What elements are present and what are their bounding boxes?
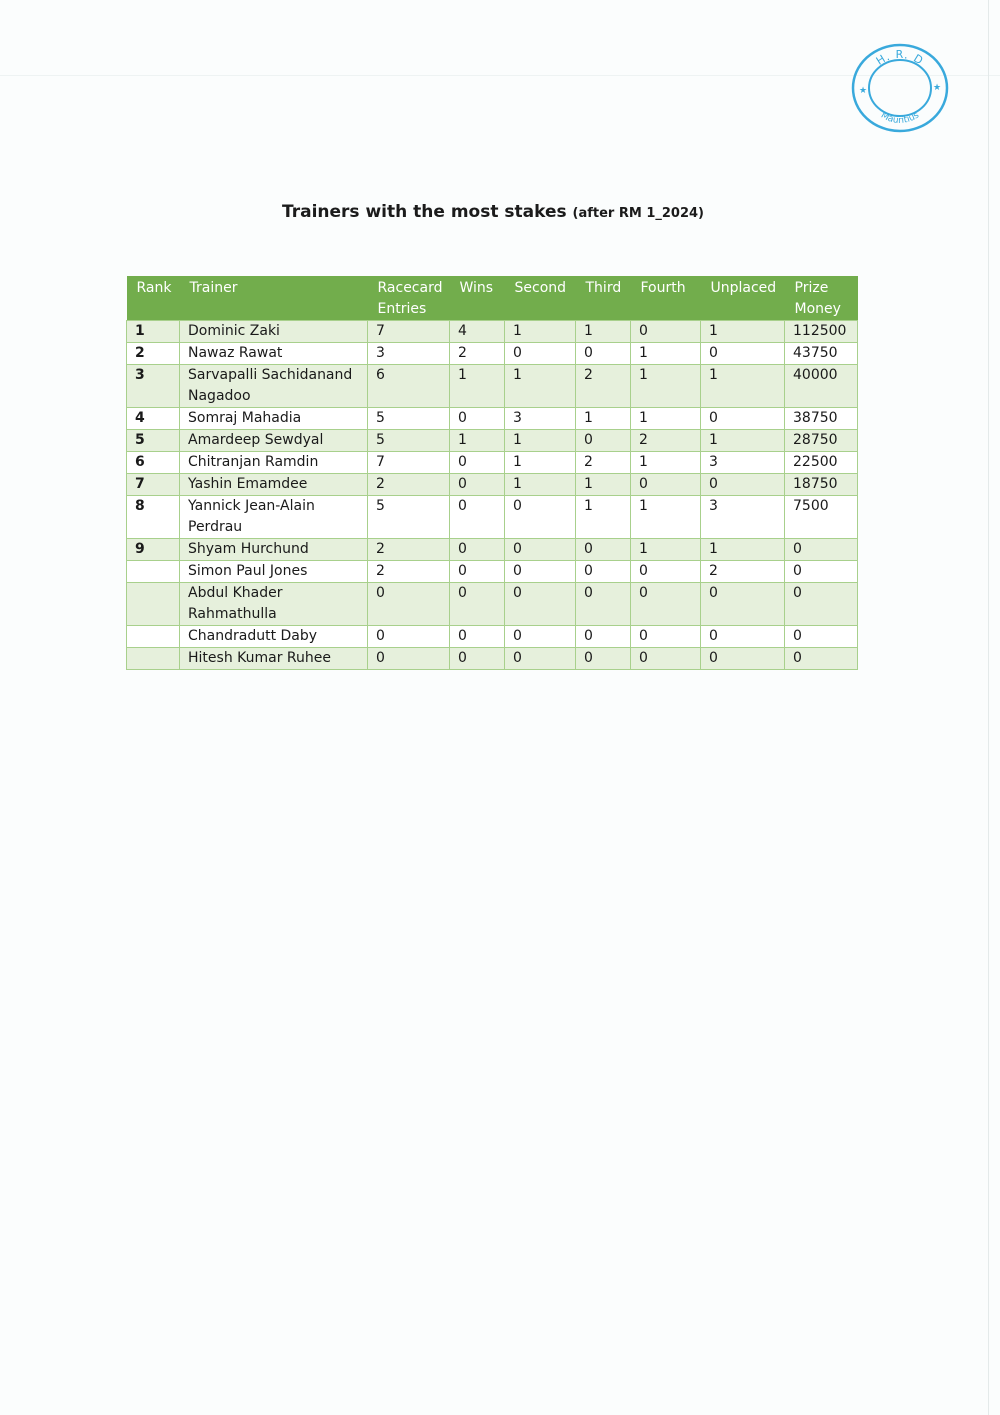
cell-second: 0 — [505, 561, 576, 583]
cell-rank: 2 — [127, 343, 180, 365]
title-subtitle: (after RM 1_2024) — [572, 206, 704, 221]
cell-prize-money: 22500 — [785, 452, 858, 474]
cell-third: 1 — [576, 408, 631, 430]
cell-second: 0 — [505, 539, 576, 561]
table-body — [127, 321, 858, 670]
cell-racecard-entries: 6 — [368, 365, 450, 408]
cell-wins: 0 — [450, 496, 505, 539]
cell-fourth: 1 — [631, 343, 701, 365]
header-second: Second — [505, 276, 576, 321]
trainer-stakes-table — [126, 276, 858, 670]
cell-second: 0 — [505, 583, 576, 626]
cell-racecard-entries: 2 — [368, 539, 450, 561]
cell-second: 1 — [505, 321, 576, 343]
table-row — [127, 583, 858, 626]
cell-rank — [127, 648, 180, 670]
cell-trainer: Dominic Zaki — [180, 321, 368, 343]
cell-fourth: 0 — [631, 474, 701, 496]
cell-prize-money: 112500 — [785, 321, 858, 343]
cell-trainer: Somraj Mahadia — [180, 408, 368, 430]
stamp-star-left: ★ — [858, 85, 868, 95]
cell-unplaced: 1 — [701, 365, 785, 408]
cell-racecard-entries: 0 — [368, 648, 450, 670]
cell-rank: 7 — [127, 474, 180, 496]
cell-rank: 6 — [127, 452, 180, 474]
cell-rank: 8 — [127, 496, 180, 539]
table-row — [127, 430, 858, 452]
cell-racecard-entries: 0 — [368, 626, 450, 648]
table-row — [127, 648, 858, 670]
cell-fourth: 0 — [631, 561, 701, 583]
table-row — [127, 474, 858, 496]
cell-trainer: Simon Paul Jones — [180, 561, 368, 583]
cell-wins: 0 — [450, 539, 505, 561]
cell-second: 0 — [505, 626, 576, 648]
scan-edge-right — [988, 0, 989, 1415]
table-row — [127, 561, 858, 583]
cell-prize-money: 18750 — [785, 474, 858, 496]
cell-trainer: Abdul Khader Rahmathulla — [180, 583, 368, 626]
cell-rank: 9 — [127, 539, 180, 561]
cell-wins: 2 — [450, 343, 505, 365]
cell-wins: 0 — [450, 408, 505, 430]
cell-unplaced: 1 — [701, 539, 785, 561]
cell-racecard-entries: 7 — [368, 321, 450, 343]
table-row — [127, 496, 858, 539]
cell-fourth: 1 — [631, 496, 701, 539]
table-row — [127, 343, 858, 365]
cell-third: 0 — [576, 539, 631, 561]
table-row — [127, 408, 858, 430]
cell-trainer: Sarvapalli Sachidanand Nagadoo — [180, 365, 368, 408]
cell-rank: 3 — [127, 365, 180, 408]
title-text: Trainers with the most stakes — [282, 202, 567, 222]
cell-second: 1 — [505, 365, 576, 408]
cell-racecard-entries: 2 — [368, 474, 450, 496]
table-row — [127, 452, 858, 474]
cell-unplaced: 0 — [701, 474, 785, 496]
cell-racecard-entries: 5 — [368, 408, 450, 430]
cell-fourth: 1 — [631, 539, 701, 561]
cell-racecard-entries: 5 — [368, 496, 450, 539]
cell-prize-money: 40000 — [785, 365, 858, 408]
cell-unplaced: 0 — [701, 343, 785, 365]
cell-second: 0 — [505, 648, 576, 670]
cell-trainer: Chandradutt Daby — [180, 626, 368, 648]
cell-fourth: 1 — [631, 408, 701, 430]
cell-wins: 0 — [450, 583, 505, 626]
cell-racecard-entries: 3 — [368, 343, 450, 365]
cell-prize-money: 0 — [785, 583, 858, 626]
table-row — [127, 365, 858, 408]
cell-prize-money: 0 — [785, 648, 858, 670]
cell-trainer: Hitesh Kumar Ruhee — [180, 648, 368, 670]
cell-trainer: Yashin Emamdee — [180, 474, 368, 496]
svg-text:Mauritius — [879, 110, 921, 126]
cell-prize-money: 38750 — [785, 408, 858, 430]
table-row — [127, 321, 858, 343]
cell-wins: 0 — [450, 626, 505, 648]
cell-third: 1 — [576, 474, 631, 496]
cell-wins: 0 — [450, 474, 505, 496]
table-header-row — [127, 276, 858, 321]
cell-unplaced: 3 — [701, 496, 785, 539]
cell-third: 0 — [576, 561, 631, 583]
cell-fourth: 0 — [631, 321, 701, 343]
header-trainer: Trainer — [180, 276, 368, 321]
cell-prize-money: 28750 — [785, 430, 858, 452]
cell-rank: 5 — [127, 430, 180, 452]
cell-second: 1 — [505, 452, 576, 474]
cell-fourth: 2 — [631, 430, 701, 452]
cell-wins: 0 — [450, 452, 505, 474]
document-title — [0, 202, 986, 222]
cell-rank — [127, 626, 180, 648]
header-third: Third — [576, 276, 631, 321]
cell-trainer: Nawaz Rawat — [180, 343, 368, 365]
svg-text:H. R. D — [874, 48, 926, 68]
table-row — [127, 539, 858, 561]
header-racecard-entries: Racecard Entries — [368, 276, 450, 321]
cell-racecard-entries: 5 — [368, 430, 450, 452]
cell-prize-money: 43750 — [785, 343, 858, 365]
cell-trainer: Shyam Hurchund — [180, 539, 368, 561]
cell-fourth: 0 — [631, 583, 701, 626]
cell-rank: 4 — [127, 408, 180, 430]
cell-unplaced: 3 — [701, 452, 785, 474]
cell-unplaced: 0 — [701, 408, 785, 430]
cell-second: 0 — [505, 343, 576, 365]
header-wins: Wins — [450, 276, 505, 321]
cell-third: 0 — [576, 343, 631, 365]
cell-prize-money: 7500 — [785, 496, 858, 539]
cell-third: 2 — [576, 452, 631, 474]
cell-trainer: Yannick Jean-Alain Perdrau — [180, 496, 368, 539]
cell-third: 2 — [576, 365, 631, 408]
header-prize-money: Prize Money — [785, 276, 858, 321]
header-rank: Rank — [127, 276, 180, 321]
cell-trainer: Chitranjan Ramdin — [180, 452, 368, 474]
table-row — [127, 626, 858, 648]
cell-unplaced: 1 — [701, 430, 785, 452]
cell-wins: 1 — [450, 430, 505, 452]
cell-wins: 0 — [450, 648, 505, 670]
hrd-stamp — [848, 40, 952, 136]
cell-fourth: 1 — [631, 365, 701, 408]
cell-second: 1 — [505, 430, 576, 452]
cell-rank — [127, 561, 180, 583]
cell-trainer: Amardeep Sewdyal — [180, 430, 368, 452]
cell-second: 0 — [505, 496, 576, 539]
cell-third: 0 — [576, 626, 631, 648]
cell-rank: 1 — [127, 321, 180, 343]
stamp-bottom-text: Mauritius — [878, 110, 922, 126]
cell-wins: 4 — [450, 321, 505, 343]
cell-unplaced: 1 — [701, 321, 785, 343]
cell-unplaced: 0 — [701, 648, 785, 670]
cell-wins: 1 — [450, 365, 505, 408]
cell-unplaced: 2 — [701, 561, 785, 583]
cell-unplaced: 0 — [701, 583, 785, 626]
stamp-star-right: ★ — [932, 82, 942, 92]
cell-third: 1 — [576, 496, 631, 539]
cell-third: 1 — [576, 321, 631, 343]
cell-unplaced: 0 — [701, 626, 785, 648]
cell-prize-money: 0 — [785, 561, 858, 583]
header-fourth: Fourth — [631, 276, 701, 321]
cell-prize-money: 0 — [785, 539, 858, 561]
stamp-top-text: H. R. D — [873, 47, 927, 68]
cell-racecard-entries: 0 — [368, 583, 450, 626]
cell-prize-money: 0 — [785, 626, 858, 648]
cell-second: 1 — [505, 474, 576, 496]
header-unplaced: Unplaced — [701, 276, 785, 321]
cell-wins: 0 — [450, 561, 505, 583]
cell-third: 0 — [576, 648, 631, 670]
cell-fourth: 0 — [631, 648, 701, 670]
cell-third: 0 — [576, 583, 631, 626]
cell-racecard-entries: 2 — [368, 561, 450, 583]
cell-fourth: 0 — [631, 626, 701, 648]
cell-racecard-entries: 7 — [368, 452, 450, 474]
cell-fourth: 1 — [631, 452, 701, 474]
cell-third: 0 — [576, 430, 631, 452]
cell-second: 3 — [505, 408, 576, 430]
cell-rank — [127, 583, 180, 626]
